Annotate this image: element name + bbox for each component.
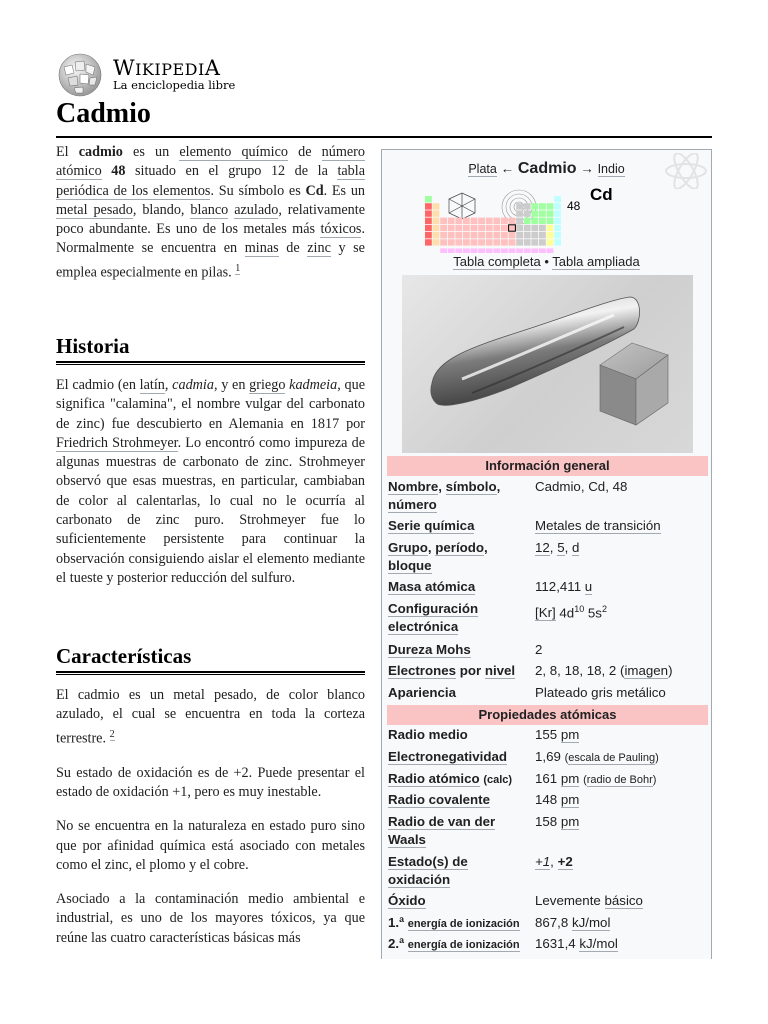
link-pm[interactable]: pm bbox=[560, 771, 580, 786]
link-periodo[interactable]: período bbox=[435, 540, 485, 555]
periodic-cell bbox=[531, 239, 538, 245]
periodic-cell bbox=[455, 232, 462, 238]
periodic-cell bbox=[455, 218, 462, 224]
caracteristicas-section bbox=[56, 686, 365, 948]
periodic-cell bbox=[554, 203, 561, 209]
periodic-cell bbox=[524, 218, 531, 224]
link-radio-bohr[interactable]: radio de Bohr bbox=[586, 774, 653, 786]
link-plata[interactable]: Plata bbox=[468, 162, 497, 176]
link-numero[interactable]: número bbox=[388, 497, 437, 512]
row-masa: Masa atómica 112,411 u bbox=[388, 579, 593, 594]
periodic-cell bbox=[554, 232, 561, 238]
periodic-cell bbox=[516, 232, 523, 238]
element-symbol: Cd bbox=[590, 185, 613, 204]
periodic-cell bbox=[486, 218, 493, 224]
link-electrones[interactable]: Electrones bbox=[388, 663, 456, 678]
heading-caracteristicas: Características bbox=[56, 644, 192, 668]
heading-historia: Historia bbox=[56, 334, 130, 358]
periodic-cell bbox=[524, 203, 531, 209]
periodic-cell bbox=[547, 248, 554, 253]
periodic-cell bbox=[448, 239, 455, 245]
atomic-number: 48 bbox=[567, 199, 581, 213]
row-radio-covalente: Radio covalente 148 pm bbox=[388, 792, 580, 807]
row-estados-oxidacion: Estado(s) de oxidación +1, +2 bbox=[388, 854, 573, 887]
periodic-cell bbox=[425, 239, 432, 245]
periodic-cell bbox=[478, 239, 485, 245]
periodic-cell bbox=[486, 239, 493, 245]
link-estados-oxidacion[interactable]: Estado(s) de oxidación bbox=[388, 854, 468, 887]
link-kr[interactable]: [Kr] bbox=[535, 605, 556, 621]
link-zinc[interactable]: zinc bbox=[307, 240, 331, 257]
periodic-cell bbox=[531, 203, 538, 209]
periodic-cell bbox=[471, 239, 478, 245]
periodic-cell bbox=[554, 225, 561, 231]
current-element: Cadmio bbox=[517, 160, 577, 177]
periodic-cell bbox=[509, 218, 516, 224]
caracteristicas-paragraph-3: No se encuentra en la naturaleza en estado puro sino que por afinidad química está asociado con metales como el zinc, el plomo y el cobre. bbox=[56, 818, 365, 873]
row-configuracion: Configuración electrónica [Kr] $4d^{10}$ $5s^2$ bbox=[388, 601, 607, 634]
periodic-cell bbox=[425, 232, 432, 238]
link-oxidacion-2[interactable]: +2 bbox=[557, 854, 573, 869]
periodic-cell bbox=[501, 239, 508, 245]
periodic-cell bbox=[509, 225, 516, 231]
periodic-cell bbox=[425, 218, 432, 224]
row-oxido: Óxido Levemente básico bbox=[388, 893, 643, 908]
link-bloque[interactable]: bloque bbox=[388, 558, 432, 573]
periodic-cell bbox=[433, 225, 440, 231]
link-masa-atomica[interactable]: Masa atómica bbox=[388, 579, 476, 594]
link-tabla-ampliada[interactable]: Tabla ampliada bbox=[552, 254, 640, 269]
section-informacion-general: Información general bbox=[387, 456, 708, 476]
link-toxicos[interactable]: tóxicos bbox=[320, 221, 362, 238]
wikipedia-header bbox=[56, 52, 356, 98]
link-tabla-completa[interactable]: Tabla completa bbox=[453, 254, 541, 269]
periodic-cell bbox=[448, 225, 455, 231]
periodic-table-grid bbox=[425, 196, 561, 253]
periodic-cell bbox=[433, 210, 440, 216]
crystal-structure-icon bbox=[449, 193, 475, 219]
row-apariencia: Apariencia Plateado gris metálico bbox=[388, 685, 666, 700]
periodic-cell bbox=[516, 225, 523, 231]
link-unidad-u[interactable]: u bbox=[584, 579, 593, 594]
periodic-cell bbox=[455, 225, 462, 231]
periodic-cell bbox=[493, 239, 500, 245]
row-radio-van-der-waals: Radio de van der Waals 158 pm bbox=[388, 814, 580, 847]
arrow-left-icon: ← bbox=[500, 161, 515, 176]
periodic-cell bbox=[531, 210, 538, 216]
periodic-cell bbox=[493, 232, 500, 238]
periodic-cell bbox=[547, 225, 554, 231]
link-configuracion-electronica[interactable]: Configuración electrónica bbox=[388, 601, 479, 634]
periodic-cell bbox=[463, 248, 470, 253]
link-indio[interactable]: Indio bbox=[597, 162, 625, 176]
row-dureza: Dureza Mohs 2 bbox=[388, 642, 543, 657]
periodic-cell bbox=[478, 232, 485, 238]
row-ionizacion-2: 2.ª energía de ionización 1631,4 kJ/mol bbox=[388, 936, 618, 951]
periodic-cell bbox=[433, 218, 440, 224]
periodic-cell bbox=[463, 225, 470, 231]
cadmium-bar-image bbox=[402, 275, 693, 453]
periodic-cell bbox=[509, 239, 516, 245]
periodic-cell bbox=[524, 248, 531, 253]
periodic-cell bbox=[425, 196, 432, 202]
link-oxido[interactable]: Óxido bbox=[388, 893, 426, 908]
periodic-cell bbox=[440, 248, 447, 253]
periodic-cell bbox=[463, 239, 470, 245]
link-pm[interactable]: pm bbox=[560, 727, 580, 742]
link-metal-pesado[interactable]: metal pesado bbox=[56, 201, 133, 218]
periodic-cell bbox=[486, 232, 493, 238]
periodic-cell bbox=[433, 232, 440, 238]
periodic-cell bbox=[539, 203, 546, 209]
link-radio-covalente[interactable]: Radio covalente bbox=[388, 792, 490, 807]
periodic-cell bbox=[531, 248, 538, 253]
row-grupo: Grupo, período, bloque 12, 5, d bbox=[388, 540, 580, 573]
link-blanco[interactable]: blanco bbox=[190, 201, 229, 218]
periodic-cell bbox=[425, 210, 432, 216]
separator: • bbox=[544, 254, 549, 269]
element-navigation bbox=[382, 160, 711, 178]
periodic-cell bbox=[493, 248, 500, 253]
periodic-cell bbox=[509, 232, 516, 238]
link-nivel[interactable]: nivel bbox=[484, 663, 516, 678]
wikipedia-globe-logo[interactable] bbox=[56, 53, 104, 97]
periodic-cell bbox=[440, 232, 447, 238]
link-numero-atomico[interactable]: número atómico bbox=[56, 144, 365, 180]
periodic-cell bbox=[524, 225, 531, 231]
row-nombre: Nombre, símbolo, número Cadmio, Cd, 48 bbox=[388, 478, 708, 516]
mini-periodic-table[interactable] bbox=[422, 185, 672, 253]
periodic-cell bbox=[448, 248, 455, 253]
periodic-cell bbox=[478, 218, 485, 224]
periodic-cell bbox=[455, 239, 462, 245]
periodic-cell bbox=[440, 239, 447, 245]
periodic-cell bbox=[531, 218, 538, 224]
periodic-cell bbox=[478, 248, 485, 253]
heading-divider bbox=[56, 671, 365, 675]
reference-2[interactable]: 2 bbox=[109, 728, 115, 740]
page-title: Cadmio bbox=[56, 98, 151, 129]
periodic-cell bbox=[539, 225, 546, 231]
link-serie-quimica[interactable]: Serie química bbox=[388, 518, 475, 533]
caracteristicas-paragraph-4: Asociado a la contaminación medio ambiental e industrial, es uno de los mayores tóxicos, ya que reúne las cuatro características básicas más bbox=[56, 891, 365, 946]
periodic-cell bbox=[471, 232, 478, 238]
periodic-cell bbox=[486, 248, 493, 253]
row-serie bbox=[388, 517, 708, 537]
link-energia-ionizacion[interactable]: energía de ionización bbox=[407, 918, 520, 930]
periodic-cell bbox=[547, 210, 554, 216]
link-elemento-quimico[interactable]: elemento químico bbox=[179, 144, 288, 160]
link-basico[interactable]: básico bbox=[604, 893, 643, 908]
link-radio-van-der-waals[interactable]: Radio de van der Waals bbox=[388, 814, 496, 847]
link-pm[interactable]: pm bbox=[560, 814, 580, 829]
periodic-cell bbox=[493, 218, 500, 224]
periodic-cell bbox=[516, 210, 523, 216]
value-nombre: Cadmio, Cd, 48 bbox=[535, 479, 628, 494]
periodic-cell bbox=[524, 232, 531, 238]
periodic-cell bbox=[501, 225, 508, 231]
link-grupo[interactable]: Grupo bbox=[388, 540, 428, 555]
periodic-cell bbox=[554, 239, 561, 245]
periodic-cell bbox=[471, 248, 478, 253]
link-tabla-periodica[interactable]: tabla periódica de los elementos bbox=[56, 163, 366, 199]
intro-section bbox=[56, 143, 365, 283]
periodic-cell bbox=[554, 210, 561, 216]
periodic-cell bbox=[425, 225, 432, 231]
periodic-cell bbox=[516, 248, 523, 253]
link-imagen[interactable]: imagen bbox=[624, 663, 669, 678]
link-kjmol[interactable]: kJ/mol bbox=[571, 915, 611, 930]
periodic-cell bbox=[516, 239, 523, 245]
periodic-cell bbox=[547, 239, 554, 245]
row-ionizacion-1: 1.ª energía de ionización 867,8 kJ/mol bbox=[388, 915, 611, 930]
row-radio-atomico: Radio atómico (calc) 161 pm (radio de Bohr) bbox=[388, 771, 657, 786]
reference-1[interactable]: 1 bbox=[235, 262, 241, 274]
link-pm[interactable]: pm bbox=[560, 792, 580, 807]
caracteristicas-paragraph-2: Su estado de oxidación es de +2. Puede presentar el estado de oxidación +1, pero es muy inestable. bbox=[56, 764, 365, 800]
periodic-cell bbox=[509, 248, 516, 253]
wikipedia-tagline: La enciclopedia libre bbox=[113, 78, 236, 92]
link-electronegatividad[interactable]: Electronegatividad bbox=[388, 749, 507, 764]
link-minas[interactable]: minas bbox=[244, 240, 279, 257]
link-griego[interactable]: griego bbox=[249, 377, 286, 393]
link-metales-transicion[interactable]: Metales de transición bbox=[535, 518, 661, 533]
link-dureza-mohs[interactable]: Dureza Mohs bbox=[388, 642, 471, 657]
wikipedia-wordmark: WIKIPEDIA bbox=[113, 56, 221, 80]
periodic-cell bbox=[539, 210, 546, 216]
link-nombre[interactable]: Nombre bbox=[388, 479, 439, 494]
periodic-cell bbox=[433, 203, 440, 209]
row-radio-medio: Radio medio 155 pm bbox=[388, 727, 580, 742]
link-periodo-5[interactable]: 5 bbox=[557, 540, 565, 555]
row-electronegatividad: Electronegatividad 1,69 (escala de Pauling) bbox=[388, 749, 659, 764]
heading-divider bbox=[56, 361, 365, 365]
periodic-cell bbox=[539, 232, 546, 238]
arrow-right-icon: → bbox=[580, 161, 594, 176]
link-oxidacion-1[interactable]: +1 bbox=[535, 854, 551, 869]
link-bloque-d[interactable]: d bbox=[571, 540, 580, 555]
periodic-cell bbox=[501, 218, 508, 224]
periodic-cell bbox=[539, 239, 546, 245]
periodic-cell bbox=[554, 218, 561, 224]
link-latin[interactable]: latín bbox=[139, 377, 165, 393]
periodic-cell bbox=[501, 248, 508, 253]
periodic-cell bbox=[516, 203, 523, 209]
periodic-cell bbox=[471, 218, 478, 224]
periodic-cell bbox=[433, 239, 440, 245]
periodic-cell bbox=[554, 196, 561, 202]
section-propiedades-atomicas: Propiedades atómicas bbox=[387, 705, 708, 725]
link-grupo-12[interactable]: 12 bbox=[535, 540, 550, 555]
periodic-cell bbox=[463, 232, 470, 238]
periodic-cell bbox=[531, 225, 538, 231]
historia-paragraph: El cadmio (en latín, cadmia, y en griego kadmeia, que significa "calamina", el nombre vulgar del carbonato de zinc) fue descubierto en Alemania en 1817 por Friedrich Strohmeyer. Lo encontró como impureza de algunas muestras de carbonato de zinc. Strohmeyer observó que esas muestras, en particular, cambiaban de color al calentarlas, lo cual no le ocurría al carbonato de zinc puro. Strohmeyer fue lo suficientemente persistente para continuar la observación consiguiendo aislar el elemento mediante el tueste y posterior reducción del sulfuro. bbox=[56, 377, 365, 586]
periodic-cell bbox=[471, 225, 478, 231]
link-simbolo[interactable]: símbolo bbox=[445, 479, 497, 494]
periodic-cell bbox=[486, 225, 493, 231]
periodic-cell bbox=[539, 218, 546, 224]
periodic-cell bbox=[524, 239, 531, 245]
element-infobox bbox=[381, 149, 712, 959]
periodic-cell bbox=[539, 248, 546, 253]
title-divider bbox=[56, 136, 712, 138]
periodic-cell bbox=[448, 218, 455, 224]
periodic-cell bbox=[531, 232, 538, 238]
periodic-cell bbox=[501, 232, 508, 238]
link-kjmol[interactable]: kJ/mol bbox=[579, 936, 618, 951]
periodic-cell bbox=[440, 218, 447, 224]
periodic-cell bbox=[440, 225, 447, 231]
intro-paragraph: El cadmio es un elemento químico de número atómico 48 situado en el grupo 12 de la tabla periódica de los elementos. Su símbolo es Cd. Es un metal pesado, blando, blanco azulado, relativamente poco abundante. Es uno de los metales más tóxicos. Normalmente se encuentra en minas de zinc y se emplea especialmente en pilas. $^1$ bbox=[56, 144, 366, 281]
periodic-cell bbox=[425, 203, 432, 209]
periodic-cell bbox=[478, 225, 485, 231]
historia-section bbox=[56, 376, 365, 588]
link-escala-pauling[interactable]: escala de Pauling bbox=[568, 752, 656, 764]
periodic-cell bbox=[524, 210, 531, 216]
periodic-cell bbox=[547, 232, 554, 238]
row-electrones: Electrones por nivel 2, 8, 18, 18, 2 (imagen) bbox=[388, 663, 673, 678]
caracteristicas-paragraph-1: El cadmio es un metal pesado, de color blanco azulado, el cual se encuentra en toda la corteza terrestre. $^2$ bbox=[56, 687, 365, 747]
periodic-cell bbox=[455, 248, 462, 253]
link-azulado[interactable]: azulado bbox=[234, 201, 279, 218]
periodic-cell bbox=[463, 218, 470, 224]
periodic-cell bbox=[547, 218, 554, 224]
link-energia-ionizacion[interactable]: energía de ionización bbox=[407, 939, 520, 951]
link-radio-atomico[interactable]: Radio atómico bbox=[388, 771, 480, 786]
table-links bbox=[382, 254, 711, 269]
periodic-cell bbox=[547, 203, 554, 209]
periodic-cell bbox=[493, 225, 500, 231]
periodic-cell bbox=[516, 218, 523, 224]
link-friedrich-strohmeyer[interactable]: Friedrich Strohmeyer bbox=[56, 434, 178, 451]
cadmium-photo[interactable] bbox=[402, 275, 693, 453]
periodic-cell bbox=[448, 232, 455, 238]
